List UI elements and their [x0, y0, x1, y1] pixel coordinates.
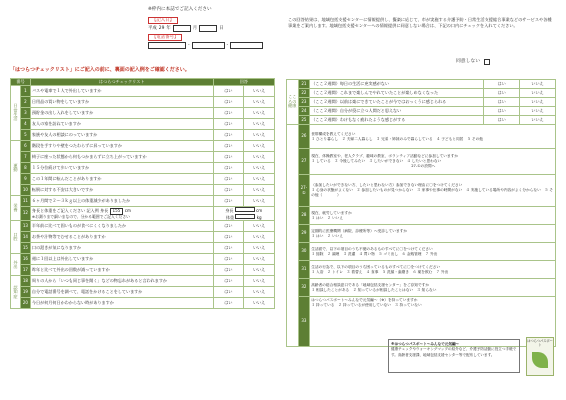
answer-yes[interactable]: はい [484, 80, 520, 89]
row-number: 20 [20, 298, 30, 309]
answer-no[interactable]: いいえ [244, 298, 275, 309]
row-number: 26 [298, 125, 310, 149]
row-number: 8 [20, 163, 30, 174]
table-row [11, 174, 275, 185]
row-number: 18 [20, 276, 30, 287]
answer-yes[interactable]: はい [213, 86, 244, 97]
height-weight-inputs [213, 207, 274, 221]
answer-no[interactable]: いいえ [520, 98, 556, 107]
consent-text: この回答結果は、地域包括支援センターに情報提供し、擬楽に応じて、市が実施する介護予防・日常生活支援総合事業などのサービスや各種事業をご案内します。地域包括支援センターへの情報提供に同意しない場合は、下記の口内にチェックを入れてください。 [288, 17, 552, 29]
table-row [11, 141, 275, 152]
row-question: （ここ２週間）自分が役に立つ人間だと思えない [310, 107, 484, 116]
row-number: 5 [20, 130, 30, 141]
row-question: 預貯金の出し入れをしていますか [30, 108, 213, 119]
example-height-label: 身長 [100, 208, 109, 213]
row-question: 階段を手すりや壁をつたわらずに昇っていますか [30, 141, 213, 152]
question-title: 定期的に医療機関（病院、診療所等）へ受診していますか [311, 228, 408, 233]
table-row [11, 287, 275, 298]
weight-label: 体重 [225, 214, 235, 220]
table-row [287, 243, 556, 261]
answer-yes[interactable]: はい [484, 116, 520, 125]
answer-no[interactable]: いいえ [244, 276, 275, 287]
table-row [287, 125, 556, 149]
phone-sep-1: - [188, 43, 190, 49]
question-options[interactable]: １ 心身の状態がよくない ２ 参加したいものが見つからない ３ 家事や仕事の時間がない ４ 実施している場所や内容がよく分からない ５ その他（ ） [311, 188, 554, 197]
row-question: 友人の家を訪ねていますか [30, 119, 213, 130]
answer-yes[interactable]: はい [484, 98, 520, 107]
passport-image [526, 337, 554, 376]
question-title: 生活面で、以下の項目のうち不便のあるものすべてに〇をつけてください [311, 246, 433, 251]
answer-no[interactable]: いいえ [244, 130, 275, 141]
answer-no[interactable]: いいえ [520, 89, 556, 98]
question-options[interactable]: １ 相談したことがある ２ 知っているが相談したことはない ３ 知らない [311, 287, 437, 292]
row-number: 9 [20, 174, 30, 185]
question-32 [310, 279, 556, 297]
example-cm: cm [124, 208, 131, 213]
question-title: （参加したいができない方、したいと思わない方）参加できない理由に〇をつけてください [311, 183, 463, 188]
question-title: 現在、就労していますか [311, 210, 352, 215]
table-row [287, 116, 556, 125]
question-options[interactable]: １ はい ２ いいえ [311, 215, 344, 220]
row-question: バスや電車で１人で外出していますか [30, 86, 213, 97]
passport-note-title: ※はつらつパスポート〜みんなで元気編〜 [391, 342, 460, 346]
answer-no[interactable]: いいえ [244, 141, 275, 152]
row-number: 12 [20, 207, 30, 221]
table-row [11, 196, 275, 207]
row-question: 週に１回以上は外出していますか [30, 254, 213, 265]
answer-yes[interactable]: はい [213, 221, 244, 232]
passport-note [388, 339, 520, 373]
answer-yes[interactable]: はい [213, 152, 244, 163]
row-number: 25 [298, 116, 310, 125]
row-number: 29 [298, 225, 310, 243]
cat-cognitive: 認知症 [11, 276, 21, 309]
question-27a [310, 175, 556, 207]
phone-row [148, 41, 273, 50]
disagree-label: 同意しない [456, 59, 480, 65]
answer-no[interactable]: いいえ [244, 108, 275, 119]
answer-yes[interactable]: はい [213, 97, 244, 108]
question-options[interactable]: １ 持っている ２ 持っているが使用していない ３ 持っていない [311, 302, 422, 307]
day-field[interactable] [199, 25, 217, 32]
checklist-table-1 [10, 78, 275, 309]
row-question: 口の渇きが気になりますか [30, 243, 213, 254]
table-row [11, 152, 275, 163]
row-question: 日用品の買い物をしていますか [30, 97, 213, 108]
phone-field-2[interactable] [192, 42, 225, 49]
table-row [287, 98, 556, 107]
year-unit: 年 [166, 26, 171, 32]
question-title: 世帯構成を教えてください [311, 131, 356, 136]
entry-note: ※枠内に本誌でご記入ください [148, 7, 212, 12]
height-weight-note: ※お測りまで細いまなので、分かる範囲でご記入ください [31, 213, 130, 219]
answer-no[interactable]: いいえ [244, 232, 275, 243]
entry-date-label: 【記入日】 [148, 17, 178, 24]
answer-no[interactable]: いいえ [520, 116, 556, 125]
answer-no[interactable]: いいえ [520, 80, 556, 89]
table-row [11, 221, 275, 232]
row-number: 27 [298, 149, 310, 175]
row-question: 周りの人から「いつも同じ事を聞く」などの物忘れがあると言われますか [30, 276, 213, 287]
table-row [11, 108, 275, 119]
answer-no[interactable]: いいえ [244, 174, 275, 185]
answer-yes[interactable]: はい [213, 130, 244, 141]
height-unit: cm [256, 208, 263, 213]
answer-no[interactable]: いいえ [244, 86, 275, 97]
row-number: 24 [298, 107, 310, 116]
row-question: 家族や友人の相談にのっていますか [30, 130, 213, 141]
question-29 [310, 225, 556, 243]
question-title: はつらつパスポート〜みんなで元気編〜（※）を持っていますか [311, 298, 418, 302]
answer-yes[interactable]: はい [213, 196, 244, 207]
question-title: 現在、体操教室や、老人クラブ、趣味の教室、ボランティア活動などに参加していますか [311, 154, 459, 159]
table-row [11, 185, 275, 196]
month-field[interactable] [173, 25, 191, 32]
row-question: お茶や汁物等でむせることがありますか [30, 232, 213, 243]
example-label: 記入例 [86, 208, 99, 213]
warning-text: 「はつらつチェックリスト」にご記入の前に、裏面の記入例をご確認ください。 [10, 67, 190, 73]
row-question: 転倒に対する不安は大きいですか [30, 185, 213, 196]
answer-yes[interactable]: はい [213, 232, 244, 243]
row-number: 31 [298, 261, 310, 279]
row-number: 3 [20, 108, 30, 119]
row-number: 1 [20, 86, 30, 97]
question-options[interactable]: １ 掃除 ２ 調理 ３ 洗濯 ４ 買い物 ５ ゴミ出し ６ 金銭管理 ７ 外出 [311, 251, 438, 256]
head-question: はつらつチェックリスト [30, 79, 213, 86]
answer-no[interactable]: いいえ [244, 243, 275, 254]
row-question: 椅子に座った状態から何もつかまらずに立ち上がっていますか [30, 152, 213, 163]
row-question: （ここ２週間）これまで楽しんでやれていたことが楽しめなくなった [310, 89, 484, 98]
row-number: 32 [298, 279, 310, 297]
row-number: 23 [298, 98, 310, 107]
row-question: 半年前に比べて固いものが食べにくくなりましたか [30, 221, 213, 232]
table-row [11, 298, 275, 309]
row-question: １５分位続けて歩いていますか [30, 163, 213, 174]
row-question: 昨年と比べて外出の回数が減っていますか [30, 265, 213, 276]
disagree-option[interactable] [456, 59, 490, 65]
cat-daily: 日常生活 [11, 86, 21, 141]
table-row [287, 207, 556, 225]
row-question: ６ヶ月間で２～３ｋｇ以上の体重減少がありましたか [30, 196, 213, 207]
answer-no[interactable]: いいえ [244, 185, 275, 196]
answer-no[interactable]: いいえ [244, 196, 275, 207]
table-row [11, 232, 275, 243]
question-options[interactable]: １ はい ２ いいえ [311, 233, 344, 238]
table-row [11, 97, 275, 108]
cat-outing: 外出 [11, 254, 21, 276]
head-number: 番号 [11, 79, 31, 86]
row-number: 33 [298, 297, 310, 347]
table-row [287, 225, 556, 243]
phone-field-3[interactable] [230, 42, 263, 49]
head-answer: 回答 [213, 79, 274, 86]
table-row [11, 276, 275, 287]
question-26 [310, 125, 556, 149]
year-value: 29 [158, 26, 165, 32]
checklist-table-2 [286, 79, 556, 347]
table-row [11, 130, 275, 141]
row-number: 28 [298, 207, 310, 225]
table-row [287, 175, 556, 207]
passport-note-body: 健康チェックやウォーキングマップの紹介など、介護予防活動に役立つ手帳です。高齢者支援課、地域包括支援センター等で配布しています。 [391, 347, 517, 357]
answer-yes[interactable]: はい [213, 243, 244, 254]
answer-no[interactable]: いいえ [520, 107, 556, 116]
weight-unit: kg [256, 214, 262, 220]
table-row [11, 86, 275, 97]
row-number: 14 [20, 232, 30, 243]
answer-yes[interactable]: はい [213, 276, 244, 287]
answer-yes[interactable]: はい [213, 254, 244, 265]
date-row [148, 24, 273, 33]
table-row [11, 163, 275, 174]
row-question: （ここ２週間）毎日の生活に充実感がない [310, 80, 484, 89]
answer-yes[interactable]: はい [213, 174, 244, 185]
row-number: 30 [298, 243, 310, 261]
answer-no[interactable]: いいえ [244, 163, 275, 174]
day-unit: 日 [219, 26, 224, 32]
row-number: 19 [20, 287, 30, 298]
phone-field-1[interactable] [148, 42, 186, 49]
table-row [11, 207, 275, 221]
leaf-icon [532, 352, 548, 368]
table-row [11, 254, 275, 265]
answer-no[interactable]: いいえ [244, 254, 275, 265]
answer-yes[interactable]: はい [213, 185, 244, 196]
answer-no[interactable]: いいえ [244, 119, 275, 130]
answer-yes[interactable]: はい [213, 287, 244, 298]
question-options[interactable]: １ ひとり暮らし ２ 夫婦二人暮らし ３ 兄弟・姉妹のみで暮らしている ４ 子どもと同居 ５ その他 [311, 136, 483, 141]
row-number: 2 [20, 97, 30, 108]
answer-no[interactable]: いいえ [244, 152, 275, 163]
answer-yes[interactable]: はい [213, 119, 244, 130]
sub-question-pointer: 27-①の設問へ [411, 163, 436, 168]
answer-yes[interactable]: はい [213, 108, 244, 119]
entry-block [148, 16, 273, 50]
row-number: 16 [20, 254, 30, 265]
question-title: 高齢者の総合相談窓口である「地域包括支援センター」をご存知ですか [311, 282, 430, 287]
height-weight-cell [30, 207, 213, 221]
row-question: 身長と体重をご記入ください [31, 208, 86, 213]
row-number: 27-① [298, 175, 310, 207]
cat-other [287, 125, 299, 347]
row-number: 22 [298, 89, 310, 98]
row-number: 4 [20, 119, 30, 130]
answer-yes[interactable]: はい [484, 89, 520, 98]
row-number: 6 [20, 141, 30, 152]
row-question: （ここ２週間）わけもなく疲れたような感じがする [310, 116, 484, 125]
era-text: 平成 [148, 26, 157, 32]
table-row [11, 243, 275, 254]
answer-yes[interactable]: はい [213, 141, 244, 152]
table-row [287, 89, 556, 98]
row-question: この１年間に転んだことがありますか [30, 174, 213, 185]
question-28 [310, 207, 556, 225]
answer-no[interactable]: いいえ [244, 287, 275, 298]
row-number: 17 [20, 265, 30, 276]
answer-no[interactable]: いいえ [244, 265, 275, 276]
row-question: 今日が何月何日かわからない時がありますか [30, 298, 213, 309]
height-label: 身長 [225, 208, 234, 213]
passport-image-label: はつらつパスポート [527, 339, 553, 347]
table-row [11, 265, 275, 276]
cat-oral: 口腔 [11, 221, 21, 254]
row-number: 11 [20, 196, 30, 207]
cat-mental: こころの健康 [287, 80, 299, 125]
table-row [287, 279, 556, 297]
answer-yes[interactable]: はい [213, 265, 244, 276]
answer-no[interactable]: いいえ [244, 221, 275, 232]
answer-yes[interactable]: はい [484, 107, 520, 116]
table-row [287, 80, 556, 89]
question-27 [310, 149, 556, 175]
answer-no[interactable]: いいえ [244, 97, 275, 108]
table-row [287, 107, 556, 116]
row-question: 自分で電話番号を調べて、電話をかけることをしていますか [30, 287, 213, 298]
row-number: 10 [20, 185, 30, 196]
row-number: 21 [298, 80, 310, 89]
disagree-checkbox[interactable] [484, 59, 490, 65]
question-options[interactable]: １ 入浴 ２ トイレ ３ 着替え ４ 食事 ５ 洗顔・歯磨き ６ 薬を飲む ７ 外出 [311, 269, 449, 274]
phone-label: 【電話番号】 [148, 34, 182, 41]
month-unit: 月 [192, 26, 198, 32]
example-height-value: 155 [110, 208, 124, 215]
table-row [287, 261, 556, 279]
table-row [287, 149, 556, 175]
row-number: 7 [20, 152, 30, 163]
answer-yes[interactable]: はい [213, 163, 244, 174]
row-question: （ここ２週間）以前は楽にできていたことが今ではおっくうに感じられる [310, 98, 484, 107]
answer-yes[interactable]: はい [213, 298, 244, 309]
cat-motor: 運動 [11, 141, 21, 196]
height-field[interactable] [235, 207, 255, 212]
question-31 [310, 261, 556, 279]
phone-sep-2: - [226, 43, 229, 49]
question-title: 生活の行為で、以下の項目のうち困っているものすべてに〇をつけてください [311, 264, 441, 269]
table-row [11, 119, 275, 130]
row-number: 13 [20, 221, 30, 232]
question-options[interactable]: １ している ２ 今後してみたい ３ したいができない ４ したいと思わない [311, 159, 442, 163]
weight-field[interactable] [235, 214, 255, 219]
cat-nutrition: 栄養 [11, 196, 21, 221]
row-number: 15 [20, 243, 30, 254]
question-30 [310, 243, 556, 261]
